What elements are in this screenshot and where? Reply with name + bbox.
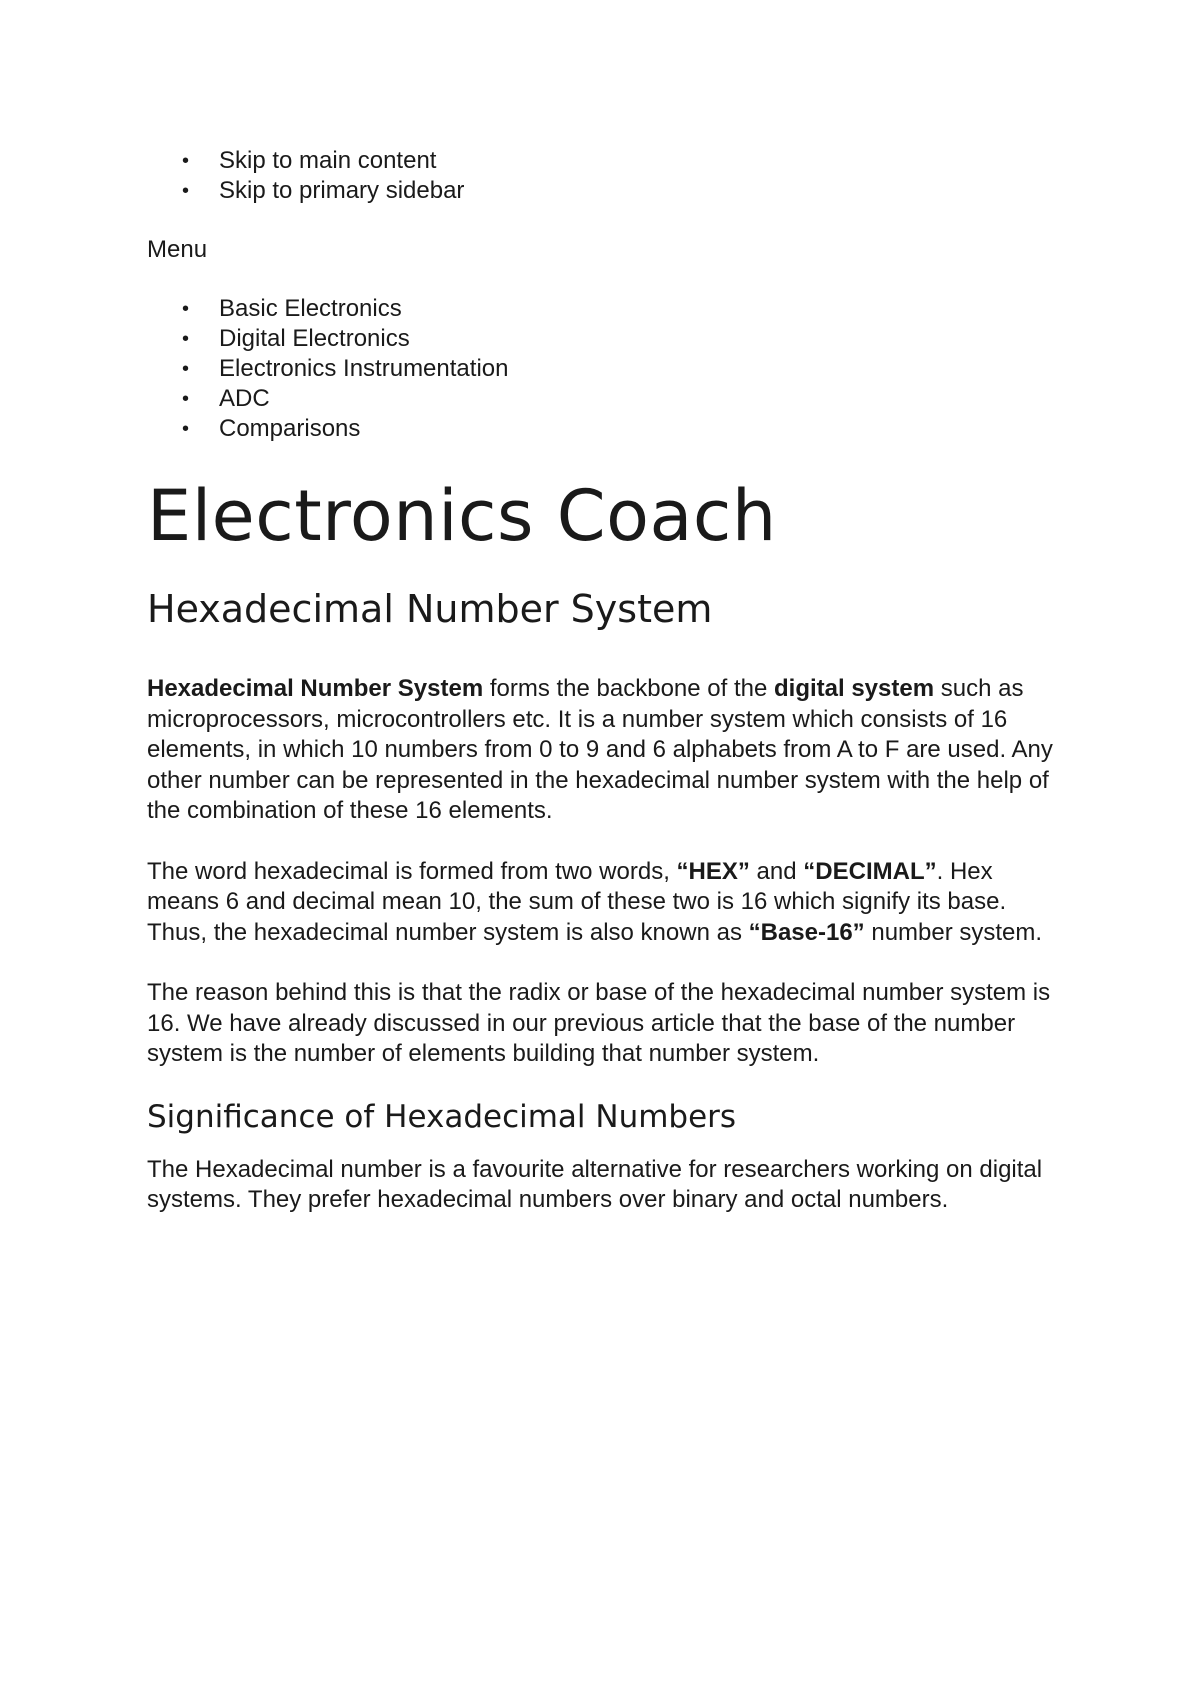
- menu-item-electronics-instrumentation[interactable]: • Electronics Instrumentation: [147, 354, 1067, 384]
- section-title: Significance of Hexadecimal Numbers: [147, 1098, 737, 1135]
- bold-term-hex: “HEX”: [676, 857, 750, 885]
- article-paragraph-1: [147, 674, 1067, 827]
- text-run: and: [749, 857, 804, 885]
- bold-term-hexadecimal-number-system: Hexadecimal Number System: [147, 675, 484, 702]
- bold-term-decimal: “DECIMAL”: [803, 857, 937, 885]
- text-run: forms the backbone of the: [483, 675, 774, 702]
- bold-term-base-16: “Base-16”: [748, 918, 865, 946]
- page: [147, 146, 1067, 1216]
- article-paragraph-3: The reason behind this is that the radix or base of the hexadecimal number system is 16. We have already discussed in our previous article that the base of the number system is the number of elements building that number system.: [147, 979, 1051, 1067]
- site-title[interactable]: Electronics Coach: [147, 475, 777, 557]
- text-run: number system.: [864, 918, 1043, 946]
- menu-item-digital-electronics[interactable]: • Digital Electronics: [147, 324, 1067, 354]
- skip-to-main-content-link[interactable]: • Skip to main content: [147, 146, 1067, 176]
- text-run: . Hex means 6 and decimal mean 10, the sum of these two is 16 which signify its base. Thus, the hexadecimal number system is also known as: [147, 857, 1007, 946]
- menu-item-comparisons[interactable]: • Comparisons: [147, 414, 1067, 444]
- bold-term-digital-system: digital system: [774, 675, 935, 702]
- menu-item-adc[interactable]: • ADC: [147, 384, 1067, 414]
- menu-label: Menu: [147, 236, 208, 263]
- article-paragraph-4: The Hexadecimal number is a favourite alternative for researchers working on digital systems. They prefer hexadecimal numbers over binary and octal numbers.: [147, 1155, 1043, 1213]
- text-run: The word hexadecimal is formed from two words,: [147, 857, 677, 885]
- skip-links: [147, 146, 1067, 206]
- article-title: Hexadecimal Number System: [147, 587, 713, 631]
- main-menu: [147, 294, 1067, 444]
- skip-to-primary-sidebar-link[interactable]: • Skip to primary sidebar: [147, 176, 1067, 206]
- article-paragraph-2: [147, 857, 1067, 949]
- text-run: such as microprocessors, microcontrollers etc. It is a number system which consists of 16 elements, in which 10 numbers from 0 to 9 and 6 alphabets from A to F are used. Any other number can be represented in the hexadecimal number system with the help of the combination of these 16 elements.: [147, 675, 1053, 824]
- menu-item-basic-electronics[interactable]: • Basic Electronics: [147, 294, 1067, 324]
